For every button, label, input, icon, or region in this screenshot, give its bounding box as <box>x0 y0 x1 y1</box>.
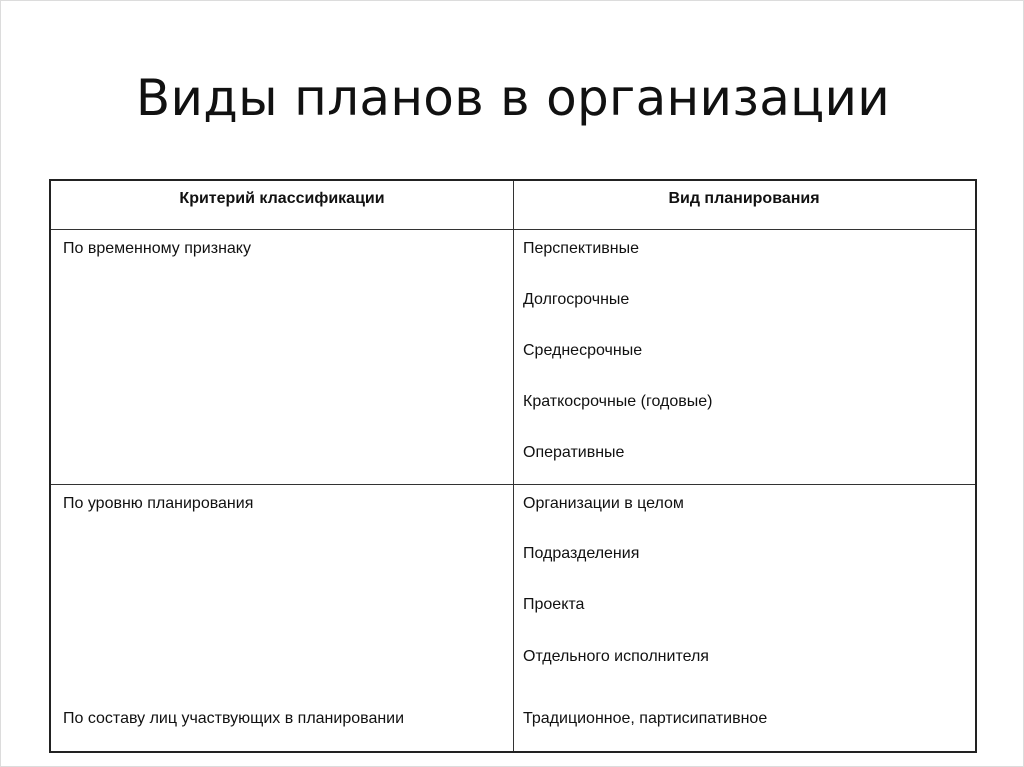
header-divider <box>51 229 975 230</box>
plan-type-item: Долгосрочные <box>523 291 630 308</box>
classification-table <box>49 179 977 753</box>
criterion-level: По уровню планирования <box>63 495 254 512</box>
plan-type-item: Организации в целом <box>523 495 684 512</box>
plan-type-item: Проекта <box>523 596 585 613</box>
criterion-participants: По составу лиц участвующих в планировании <box>63 710 405 727</box>
plan-type-item: Перспективные <box>523 240 640 257</box>
slide-title: Виды планов в организации <box>135 69 891 127</box>
header-plan-type: Вид планирования <box>668 190 820 207</box>
plan-type-item: Краткосрочные (годовые) <box>523 393 713 410</box>
plan-type-item: Отдельного исполнителя <box>523 648 709 665</box>
criterion-time: По временному признаку <box>63 240 251 257</box>
plan-type-item: Оперативные <box>523 444 625 461</box>
header-criterion: Критерий классификации <box>179 190 385 207</box>
column-divider <box>513 181 514 751</box>
plan-type-item: Традиционное, партисипативное <box>523 710 768 727</box>
plan-type-item: Подразделения <box>523 545 640 562</box>
row-divider <box>51 484 975 485</box>
plan-type-item: Среднесрочные <box>523 342 643 359</box>
